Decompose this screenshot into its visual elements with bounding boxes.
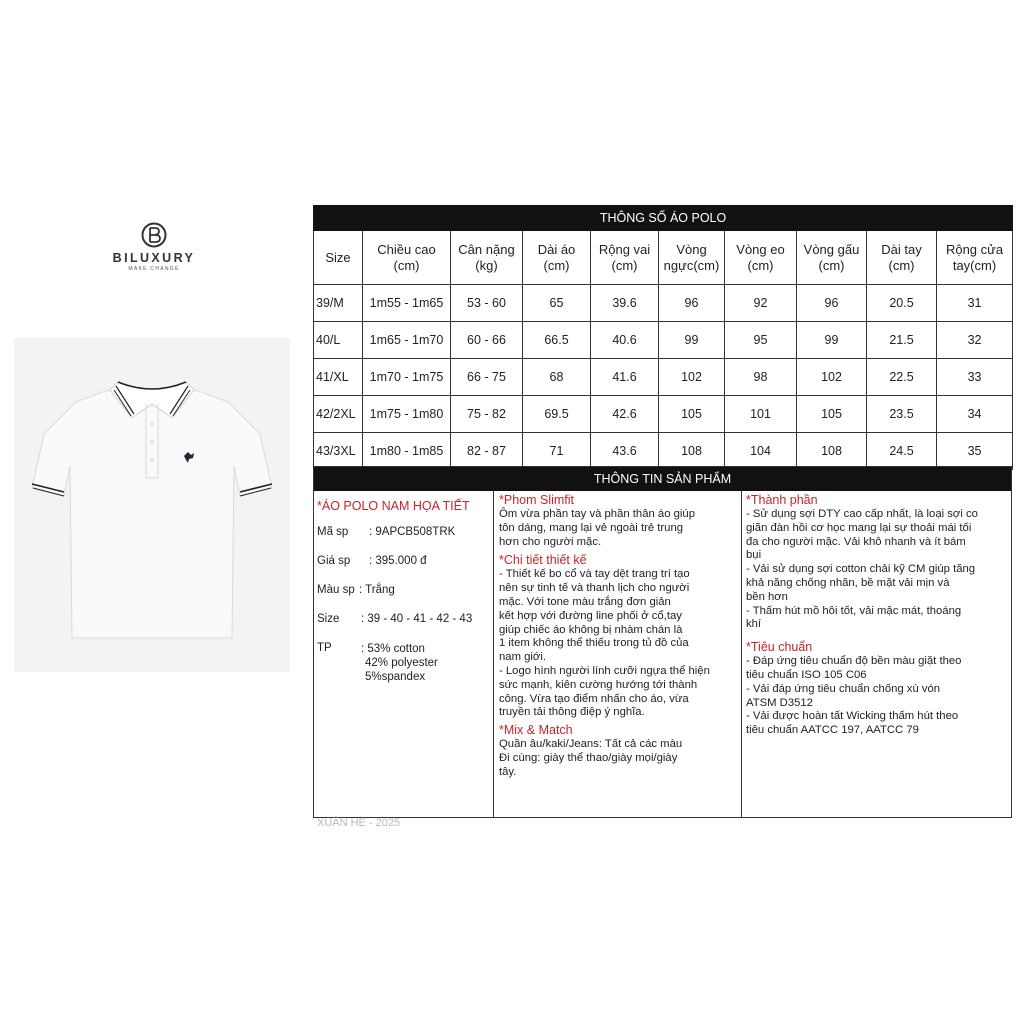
brand-logo xyxy=(96,222,212,284)
size-chart-cell: 65 xyxy=(523,285,591,322)
product-tp-row xyxy=(317,642,493,684)
text-line: - Vải được hoàn tất Wicking thấm hút theo xyxy=(746,710,959,723)
size-chart-cell: 32 xyxy=(937,322,1013,359)
size-chart-cell: 42/2XL xyxy=(314,396,363,433)
size-chart-cell: 1m75 - 1m80 xyxy=(363,396,451,433)
size-chart-cell: 105 xyxy=(659,396,725,433)
size-chart-header-cell: Cân nặng (kg) xyxy=(451,231,523,285)
size-chart-table xyxy=(313,205,1013,470)
size-chart-cell: 20.5 xyxy=(867,285,937,322)
size-chart-row xyxy=(314,396,1013,433)
size-chart-cell: 60 - 66 xyxy=(451,322,523,359)
size-chart-header-cell: Vòng eo (cm) xyxy=(725,231,797,285)
product-color-row xyxy=(317,584,493,613)
text-line: - Logo hình người lính cưỡi ngựa thể hiện xyxy=(499,664,710,677)
product-price-label: Giá sp xyxy=(317,555,351,567)
size-chart-header-row xyxy=(314,231,1013,285)
size-chart-cell: 99 xyxy=(797,322,867,359)
mix-text xyxy=(499,738,737,779)
mix-title: *Mix & Match xyxy=(499,723,573,738)
size-chart-header-cell: Dài áo (cm) xyxy=(523,231,591,285)
size-chart-cell: 41.6 xyxy=(591,359,659,396)
size-chart-row xyxy=(314,433,1013,470)
polo-shirt-image xyxy=(14,338,290,672)
composition-title: *Thành phần xyxy=(746,493,818,507)
text-line: tây. xyxy=(499,765,517,778)
size-chart-cell: 96 xyxy=(797,285,867,322)
size-chart-cell: 1m55 - 1m65 xyxy=(363,285,451,322)
text-line: Ôm vừa phần tay và phần thân áo giúp xyxy=(499,508,695,520)
product-price-row xyxy=(317,555,493,584)
text-line: giúp chiếc áo không bị nhàm chán là xyxy=(499,623,683,636)
size-chart-cell: 23.5 xyxy=(867,396,937,433)
text-line: kết hợp với đường line phối ở cổ,tay xyxy=(499,609,682,622)
product-size-label: Size xyxy=(317,613,340,625)
design-title: *Chi tiết thiết kế xyxy=(499,553,587,568)
product-size-value: : 39 - 40 - 41 - 42 - 43 xyxy=(361,613,473,625)
product-basic-column xyxy=(314,491,494,829)
size-chart-cell: 35 xyxy=(937,433,1013,470)
size-chart-cell: 102 xyxy=(797,359,867,396)
size-chart-cell: 1m70 - 1m75 xyxy=(363,359,451,396)
size-chart-cell: 99 xyxy=(659,322,725,359)
size-chart-cell: 1m65 - 1m70 xyxy=(363,322,451,359)
season-label: XUÂN HÈ - 2025 xyxy=(317,817,401,829)
product-design-column xyxy=(494,491,742,817)
text-line: tôn dáng, mang lại vẻ ngoài trẻ trung xyxy=(499,521,684,534)
text-line: giãn đàn hồi cơ học mang lại sự thoải mái tối xyxy=(746,521,972,534)
size-chart-header-cell: Vòng gấu (cm) xyxy=(797,231,867,285)
phom-title: *Phom Slimfit xyxy=(499,493,575,507)
size-chart-cell: 102 xyxy=(659,359,725,396)
size-chart-cell: 21.5 xyxy=(867,322,937,359)
size-chart-cell: 41/XL xyxy=(314,359,363,396)
product-info-panel xyxy=(313,466,1012,829)
size-chart-cell: 104 xyxy=(725,433,797,470)
text-line: nên sự tinh tế và thanh lịch cho người xyxy=(499,582,690,595)
brand-tagline: MAKE CHANGE xyxy=(128,266,180,272)
size-chart-cell: 40.6 xyxy=(591,322,659,359)
product-color-value: : Trắng xyxy=(359,584,395,596)
product-name: *ÁO POLO NAM HỌA TIẾT xyxy=(317,499,470,513)
size-chart-body xyxy=(314,285,1013,470)
product-price-value: : 395.000 đ xyxy=(369,555,427,567)
size-chart-cell: 34 xyxy=(937,396,1013,433)
size-chart-cell: 24.5 xyxy=(867,433,937,470)
text-line: truyền tải thông điệp ý nghĩa. xyxy=(499,706,645,719)
size-chart-cell: 92 xyxy=(725,285,797,322)
size-chart-cell: 40/L xyxy=(314,322,363,359)
product-tp-values xyxy=(361,642,438,684)
size-chart-header-cell: Dài tay (cm) xyxy=(867,231,937,285)
size-chart-cell: 98 xyxy=(725,359,797,396)
size-chart-header-cell: Vòng ngực(cm) xyxy=(659,231,725,285)
size-chart-cell: 39.6 xyxy=(591,285,659,322)
text-line: - Thấm hút mồ hôi tốt, vải mặc mát, thoáng xyxy=(746,604,962,617)
product-code-value: : 9APCB508TRK xyxy=(369,526,456,538)
size-chart-cell: 66 - 75 xyxy=(451,359,523,396)
text-line: - Vải đáp ứng tiêu chuẩn chống xù vón xyxy=(746,682,941,695)
size-chart-cell: 69.5 xyxy=(523,396,591,433)
standard-title: *Tiêu chuẩn xyxy=(746,640,813,655)
text-line: ATSM D3512 xyxy=(746,696,813,709)
size-chart-cell: 75 - 82 xyxy=(451,396,523,433)
size-chart-header-cell: Rộng vai (cm) xyxy=(591,231,659,285)
tp-line: : 53% cotton xyxy=(361,643,425,655)
brand-emblem-icon xyxy=(141,222,167,248)
size-chart-cell: 105 xyxy=(797,396,867,433)
text-line: bụi xyxy=(746,549,762,562)
standard-text xyxy=(746,655,1008,738)
text-line: tiêu chuẩn ISO 105 C06 xyxy=(746,668,867,681)
size-chart-cell: 53 - 60 xyxy=(451,285,523,322)
product-tp-label: TP xyxy=(317,642,332,654)
size-chart-cell: 95 xyxy=(725,322,797,359)
size-chart-cell: 39/M xyxy=(314,285,363,322)
text-line: nam giới. xyxy=(499,651,546,664)
text-line: khí xyxy=(746,618,762,631)
text-line: Đi cùng: giày thể thao/giày mọi/giày xyxy=(499,751,678,764)
tp-line: 42% polyester xyxy=(365,657,438,669)
text-line: - Thiết kế bo cổ và tay dệt trang trí tạo xyxy=(499,568,690,581)
design-text xyxy=(499,568,737,720)
size-chart-cell: 43/3XL xyxy=(314,433,363,470)
product-photo xyxy=(14,338,290,672)
text-line: khả năng chống nhăn, bề mặt vải mịn và xyxy=(746,576,950,589)
product-color-label: Màu sp xyxy=(317,584,355,596)
text-line: công. Vừa tạo điểm nhấn cho áo, vừa xyxy=(499,692,689,705)
size-chart-cell: 31 xyxy=(937,285,1013,322)
size-chart-cell: 33 xyxy=(937,359,1013,396)
product-code-label: Mã sp xyxy=(317,526,349,538)
text-line: - Sử dụng sợi DTY cao cấp nhất, là loại sợi co xyxy=(746,508,978,520)
size-chart-row xyxy=(314,285,1013,322)
composition-text xyxy=(746,508,1008,632)
text-line: - Vải sử dụng sợi cotton chải kỹ CM giúp tăng xyxy=(746,563,976,576)
size-chart-cell: 42.6 xyxy=(591,396,659,433)
size-chart-cell: 68 xyxy=(523,359,591,396)
size-chart-cell: 101 xyxy=(725,396,797,433)
text-line: đa cho người mặc. Vải khô nhanh và ít bám xyxy=(746,535,966,548)
text-line: - Đáp ứng tiêu chuẩn độ bền màu giặt theo xyxy=(746,655,962,668)
size-chart-cell: 82 - 87 xyxy=(451,433,523,470)
size-chart-cell: 22.5 xyxy=(867,359,937,396)
size-chart-cell: 66.5 xyxy=(523,322,591,359)
size-chart-cell: 43.6 xyxy=(591,433,659,470)
size-chart-cell: 96 xyxy=(659,285,725,322)
size-chart-cell: 1m80 - 1m85 xyxy=(363,433,451,470)
product-code-row xyxy=(317,526,493,555)
size-chart-header-cell: Rộng cửa tay(cm) xyxy=(937,231,1013,285)
text-line: hơn cho người mặc. xyxy=(499,535,602,548)
text-line: sức mạnh, kiên cường hướng tới thành xyxy=(499,678,698,691)
text-line: tiêu chuẩn AATCC 197, AATCC 79 xyxy=(746,724,919,737)
size-chart-row xyxy=(314,359,1013,396)
product-material-column xyxy=(742,491,1012,817)
tp-line: 5%spandex xyxy=(365,671,426,683)
size-chart-cell: 71 xyxy=(523,433,591,470)
size-chart-title: THÔNG SỐ ÁO POLO xyxy=(314,206,1013,231)
text-line: Quần âu/kaki/Jeans: Tất cả các màu xyxy=(499,738,683,751)
size-chart-header-cell: Size xyxy=(314,231,363,285)
size-chart-row xyxy=(314,322,1013,359)
product-size-row xyxy=(317,613,493,642)
text-line: bền hơn xyxy=(746,590,788,603)
brand-name: BILUXURY xyxy=(112,251,196,265)
text-line: mặc. Với tone màu trắng đơn giản xyxy=(499,595,671,608)
size-chart-header-cell: Chiều cao (cm) xyxy=(363,231,451,285)
text-line: 1 item không thể thiếu trong tủ đồ của xyxy=(499,637,689,650)
size-chart-cell: 108 xyxy=(659,433,725,470)
phom-text xyxy=(499,508,737,549)
product-info-title: THÔNG TIN SẢN PHẨM xyxy=(314,467,1011,491)
size-chart-cell: 108 xyxy=(797,433,867,470)
